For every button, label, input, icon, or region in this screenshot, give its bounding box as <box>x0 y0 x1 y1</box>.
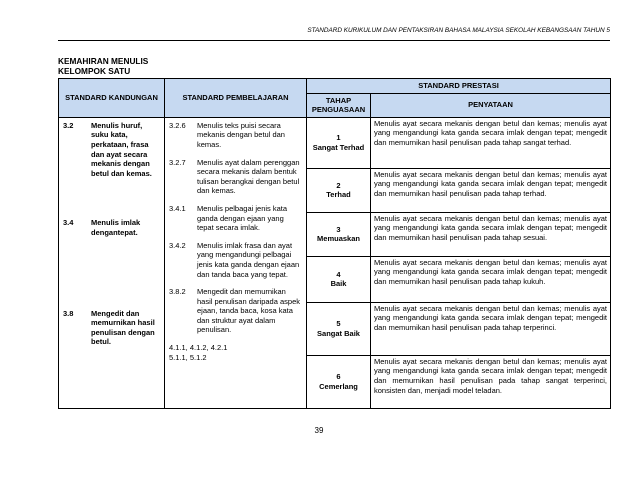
pernyataan-cell-6: Menulis ayat secara mekanis dengan betul dan kemas; menulis ayat yang mengandungi kata ganda secara imlak dengan tepat; mengedit dan memurnikan hasil penulisan pada tahap sangat terperinci, konsisten dan, menjadi model teladan. <box>371 355 611 408</box>
reference-line: 5.1.1, 5.1.2 <box>169 352 207 362</box>
standard-kandungan-cell <box>59 117 165 408</box>
tahap-cell-1: 1 Sangat Terhad <box>307 117 371 168</box>
pembelajaran-item: 3.2.6 Menulis teks puisi secara mekanis dengan betul dan kemas. <box>169 120 285 149</box>
kandungan-item: 3.2 Menulis huruf, suku kata, perkataan, frasa dan ayat secara mekanis dengan betul dan kemas. <box>63 120 152 178</box>
header-standard-kandungan: STANDARD KANDUNGAN <box>59 79 165 118</box>
header-penyataan: PENYATAAN <box>371 93 611 117</box>
pembelajaran-item: 3.4.2 Menulis imlak frasa dan ayat yang mengandungi pelbagai jenis kata ganda dengan ejaan dan tanda baca yang tepat. <box>169 240 300 279</box>
pembelajaran-item: 3.4.1 Menulis pelbagai jenis kata ganda dengan ejaan yang tepat secara imlak. <box>169 203 288 233</box>
header-rule <box>58 40 610 41</box>
running-header: STANDARD KURIKULUM DAN PENTAKSIRAN BAHASA MALAYSIA SEKOLAH KEBANGSAAN TAHUN 5 <box>307 27 610 34</box>
tahap-cell-6: 6 Cemerlang <box>307 355 371 408</box>
section-title: KEMAHIRAN MENULIS <box>58 56 149 66</box>
page-number: 39 <box>314 426 324 435</box>
tahap-cell-5: 5 Sangat Baik <box>307 302 371 355</box>
tahap-cell-2: 2 Terhad <box>307 168 371 212</box>
pernyataan-cell-1: Menulis ayat secara mekanis dengan betul dan kemas; menulis ayat yang mengandungi kata ganda secara imlak dengan tepat; mengedit dan memurnikan hasil penulisan pada tahap sangat terhad. <box>371 117 611 168</box>
pernyataan-cell-4: Menulis ayat secara mekanis dengan betul dan kemas; menulis ayat yang mengandungi kata ganda secara imlak dengan tepat; mengedit dan memurnikan hasil penulisan pada tahap kukuh. <box>371 256 611 302</box>
tahap-cell-4: 4 Baik <box>307 256 371 302</box>
kandungan-item: 3.8 Mengedit dan memurnikan hasil penulisan dengan betul. <box>63 308 155 347</box>
pembelajaran-item: 3.2.7 Menulis ayat dalam perenggan secara mekanis dalam bentuk tulisan berangkai dengan betul dan kemas. <box>169 157 300 196</box>
header-tahap-penguasaan: TAHAP PENGUASAAN <box>307 93 371 117</box>
kandungan-item: 3.4 Menulis imlak dengantepat. <box>63 218 141 237</box>
pernyataan-cell-5: Menulis ayat secara mekanis dengan betul dan kemas; menulis ayat yang mengandungi kata ganda secara imlak dengan tepat; mengedit dan memurnikan hasil penulisan pada tahap terperinci. <box>371 302 611 355</box>
reference-line: 4.1.1, 4.1.2, 4.2.1 <box>169 343 228 353</box>
pernyataan-cell-2: Menulis ayat secara mekanis dengan betul dan kemas; menulis ayat yang mengandungi kata ganda secara imlak dengan tepat; mengedit dan memurnikan hasil penulisan pada tahap terhad. <box>371 168 611 212</box>
pernyataan-cell-3: Menulis ayat secara mekanis dengan betul dan kemas; menulis ayat yang mengandungi kata ganda secara imlak dengan tepat; mengedit dan memurnikan hasil penulisan pada tahap sesuai. <box>371 212 611 256</box>
section-subtitle: KELOMPOK SATU <box>58 66 131 76</box>
header-standard-pembelajaran: STANDARD PEMBELAJARAN <box>165 79 307 118</box>
header-standard-prestasi: STANDARD PRESTASI <box>307 79 611 94</box>
tahap-cell-3: 3 Memuaskan <box>307 212 371 256</box>
standards-table <box>58 78 611 409</box>
pembelajaran-item: 3.8.2 Mengedit dan memurnikan hasil penulisan daripada aspek ejaan, tanda baca, kosa kata dan struktur ayat dalam penulisan. <box>169 287 300 335</box>
standard-pembelajaran-cell <box>165 117 307 408</box>
